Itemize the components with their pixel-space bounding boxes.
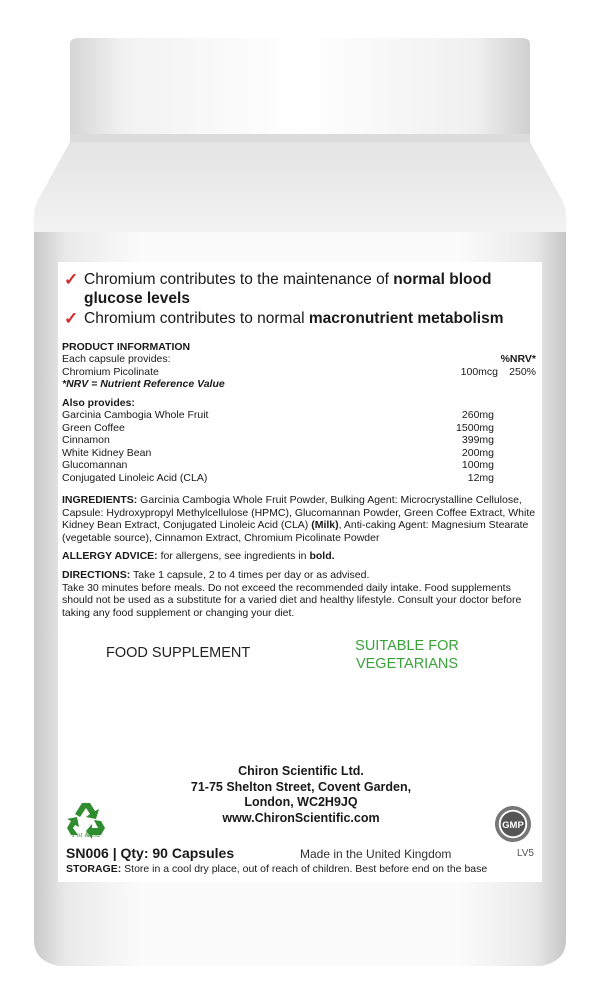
nrv-header: %NRV* — [500, 353, 536, 365]
item-amount: 12mg — [467, 471, 494, 484]
health-claim-2 — [62, 309, 540, 328]
allergy-text: for allergens, see ingredients in — [157, 550, 310, 563]
item-name: Conjugated Linoleic Acid (CLA) — [62, 471, 208, 484]
vegetarian-line-1: SUITABLE FOR — [355, 638, 459, 655]
ingredients-part-1: Garcinia Cambogia Whole Fruit Powder, Bulking Agent: Microcrystalline Cellulose, Capsule: Hydroxypropyl Methylcellulose (HPMC), Glucomannan Powder, Green Coffee Extract, White Kidney Bean Extract, Conjugated Linoleic Acid (CLA) — [62, 494, 536, 532]
vegetarian-badge — [332, 637, 482, 673]
recycle-caption: Pot & lid — [72, 830, 100, 839]
item-amount: 1500mg — [456, 421, 494, 434]
ingredients-part-2: , Anti-caking Agent: Magnesium Stearate (vegetable source), Cinnamon Extract, Chromium Picolinate Powder — [62, 519, 529, 544]
claim-1-bold: normal blood glucose levels — [84, 271, 492, 307]
allergen-milk: (Milk) — [311, 519, 339, 532]
directions-rest: Take 30 minutes before meals. Do not exceed the recommended daily intake. Food supplements should not be used as a substitute for a varied diet and healthy lifestyle. Consult your doctor before taking any food supplement or changing your diet. — [62, 581, 522, 619]
label-version: LV5 — [516, 848, 534, 859]
product-label — [62, 268, 540, 880]
nutrient-amount: 100mcg — [460, 365, 498, 378]
ingredients-text — [62, 494, 540, 544]
list-item — [62, 447, 540, 460]
nutrient-header-row — [62, 353, 540, 366]
list-item — [62, 409, 540, 422]
item-amount: 100mg — [461, 459, 494, 471]
product-information-title: PRODUCT INFORMATION — [62, 341, 191, 353]
item-amount: 399mg — [461, 434, 494, 446]
label-footer — [66, 845, 540, 863]
allergy-bold-word: bold. — [309, 550, 335, 563]
storage-instructions — [66, 863, 487, 875]
item-name: Green Coffee — [62, 421, 125, 434]
list-item — [62, 459, 540, 472]
nutrient-row-chromium — [62, 366, 540, 379]
company-website: www.ChironScientific.com — [222, 810, 380, 825]
claim-1-text: Chromium contributes to the maintenance of — [84, 271, 394, 288]
checkmark-icon: ✓ — [64, 309, 79, 328]
directions-label: DIRECTIONS: — [62, 568, 131, 581]
svg-text:GMP: GMP — [502, 819, 524, 831]
gmp-seal-icon — [494, 805, 532, 843]
cap-rim — [70, 134, 530, 142]
storage-label: STORAGE: — [66, 863, 122, 875]
item-amount: 200mg — [461, 446, 494, 459]
claim-2-text: Chromium contributes to normal — [84, 310, 309, 327]
item-name: Garcinia Cambogia Whole Fruit — [62, 409, 209, 421]
made-in: Made in the United Kingdom — [300, 847, 452, 861]
each-capsule-label: Each capsule provides: — [62, 353, 171, 365]
company-name: Chiron Scientific Ltd. — [238, 764, 364, 778]
label-badges — [62, 637, 540, 689]
directions — [62, 569, 540, 619]
item-name: Glucomannan — [62, 459, 128, 471]
nrv-footnote: *NRV = Nutrient Reference Value — [62, 378, 225, 390]
nutrient-name: Chromium Picolinate — [62, 365, 159, 378]
sku-quantity: SN006 | Qty: 90 Capsules — [66, 845, 235, 861]
allergy-advice — [62, 550, 540, 563]
item-name: White Kidney Bean — [62, 446, 152, 459]
allergy-label: ALLERGY ADVICE: — [62, 550, 158, 563]
item-name: Cinnamon — [62, 434, 110, 446]
directions-first-line: Take 1 capsule, 2 to 4 times per day or as advised. — [130, 568, 370, 581]
item-amount: 260mg — [461, 409, 494, 421]
list-item — [62, 434, 540, 447]
vegetarian-line-2: VEGETARIANS — [355, 656, 459, 673]
list-item — [62, 422, 540, 435]
nutrient-nrv: 250% — [509, 365, 536, 378]
company-address — [62, 764, 540, 826]
also-provides-title: Also provides: — [62, 396, 135, 409]
list-item — [62, 472, 540, 485]
also-provides-list — [62, 409, 540, 484]
health-claim-1 — [62, 270, 540, 308]
checkmark-icon: ✓ — [64, 270, 79, 289]
bottle-cap — [70, 38, 530, 140]
ingredients-label: INGREDIENTS: — [62, 494, 138, 506]
company-address-line-2: London, WC2H9JQ — [244, 795, 358, 809]
storage-text: Store in a cool dry place, out of reach of children. Best before end on the base — [121, 863, 488, 875]
food-supplement-badge: FOOD SUPPLEMENT — [106, 645, 251, 662]
company-address-line-1: 71-75 Shelton Street, Covent Garden, — [190, 779, 412, 794]
claim-2-bold: macronutrient metabolism — [308, 310, 504, 327]
